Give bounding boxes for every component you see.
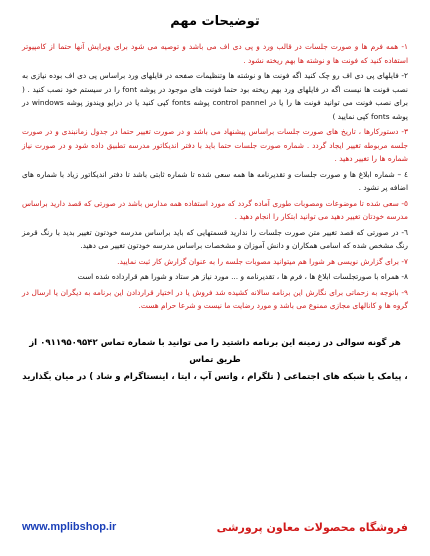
note-item-5: ٥- سعی شده تا موضوعات ومصوبات طوری آماده گردد که مورد استفاده همه مدارس باشد در صورتی که قصد دارید براساس مدرسه خودتان تغییر دهید می توانید ابتکار را انجام دهید .: [22, 198, 408, 221]
note-item-8: ۸- همراه با صورتجلسات ابلاغ ها ، فرم ها ، تقدیرنامه و ... مورد نیاز هر ستاد و شورا هم قرارداده شده است: [77, 272, 408, 281]
shop-name: فروشگاه محصولات معاون پرورشی: [216, 520, 408, 534]
contact-line-2: ، پیامک یا شبکه های اجتماعی ( تلگرام ، واتس آپ ، ایتا ، اینستاگرام و شاد ) در میان بگذارید: [22, 371, 408, 382]
note-item-3: ۳- دستورکارها ، تاریخ های صورت جلسات براساس پیشنهاد می باشد و در صورت تغییر حتما در جدول زمانبندی و در صورت جلسه مربوطه تغییر ایجاد گردد . شماره صورت جلسات حتما باید با دفتر اندیکاتور مدرسه تطبیق داده شود و در صورت نیاز شماره ها را تغییر دهید .: [22, 127, 408, 163]
note-item-2: ۲- فایلهای پی دی اف رو چک کنید اگه فونت ها و نوشته ها وتنظیمات صفحه در فایلهای ورد براساس پی دی اف بوده نیازی به نصب فونت ها نیست اگه در فایلهای ورد بهم ریخته بود حتما فونت های موجود در پوشه font را در سیستم خود نصب کنید . ( برای نصب فونت می توانید فونت ها را یا در control pannel پوشه fonts کپی کنید یا در درایو ویندوز پوشه windows در پوشه fonts کپی نمایید ): [22, 71, 408, 121]
contact-info: [22, 335, 408, 386]
contact-line-1: هر گونه سوالی در زمینه این برنامه داشتید را می توانید با شماره تماس ۰۹۱۱۹۵۰۹۵۴۲ از طریق تماس: [29, 337, 401, 365]
footer: [22, 519, 408, 535]
note-item-6: ٦- در صورتی که قصد تغییر متن صورت جلسات را ندارید قسمتهایی که باید براساس مدرسه خودتون تغییر بدید با رنگ قرمز رنگ مشخص شده که اسامی همکاران و دانش آموزان و مشخصات براساس مدرسه خودتون تغییر می دهید.: [22, 227, 408, 250]
website-link[interactable]: www.mplibshop.ir: [22, 521, 117, 533]
note-item-9: ۹- باتوجه به زحماتی برای نگارش این برنامه سالانه کشیده شد فروش یا در اختیار قراردادن این برنامه به دیگران یا ارسال در گروه ها و کانالهای مجازی ممنوع می باشد و مورد رضایت ما نیست و شرعا حرام هست.: [22, 287, 408, 310]
note-item-7: ۷- برای گزارش نویسی هر شورا هم میتوانید مصوبات جلسه را به عنوان گزارش کار ثبت نمایید.: [117, 256, 408, 266]
note-item-4: ٤ – شماره ابلاغ ها و صورت جلسات و تقدیرنامه ها همه سعی شده تا شماره ثابتی باشد تا دفتر اندیکاتور زیاد با شماره های اضافه پر نشود .: [22, 169, 408, 192]
note-item-1: ۱- همه فرم ها و صورت جلسات در قالب ورد و پی دی اف می باشد و توصیه می شود برای ویرایش آنها حتما از کامپیوتر استفاده کنید که فونت ها و نوشته ها بهم ریخته نشود .: [22, 42, 408, 65]
page-title: توضیحات مهم: [170, 14, 260, 29]
notes-list: [22, 40, 408, 313]
